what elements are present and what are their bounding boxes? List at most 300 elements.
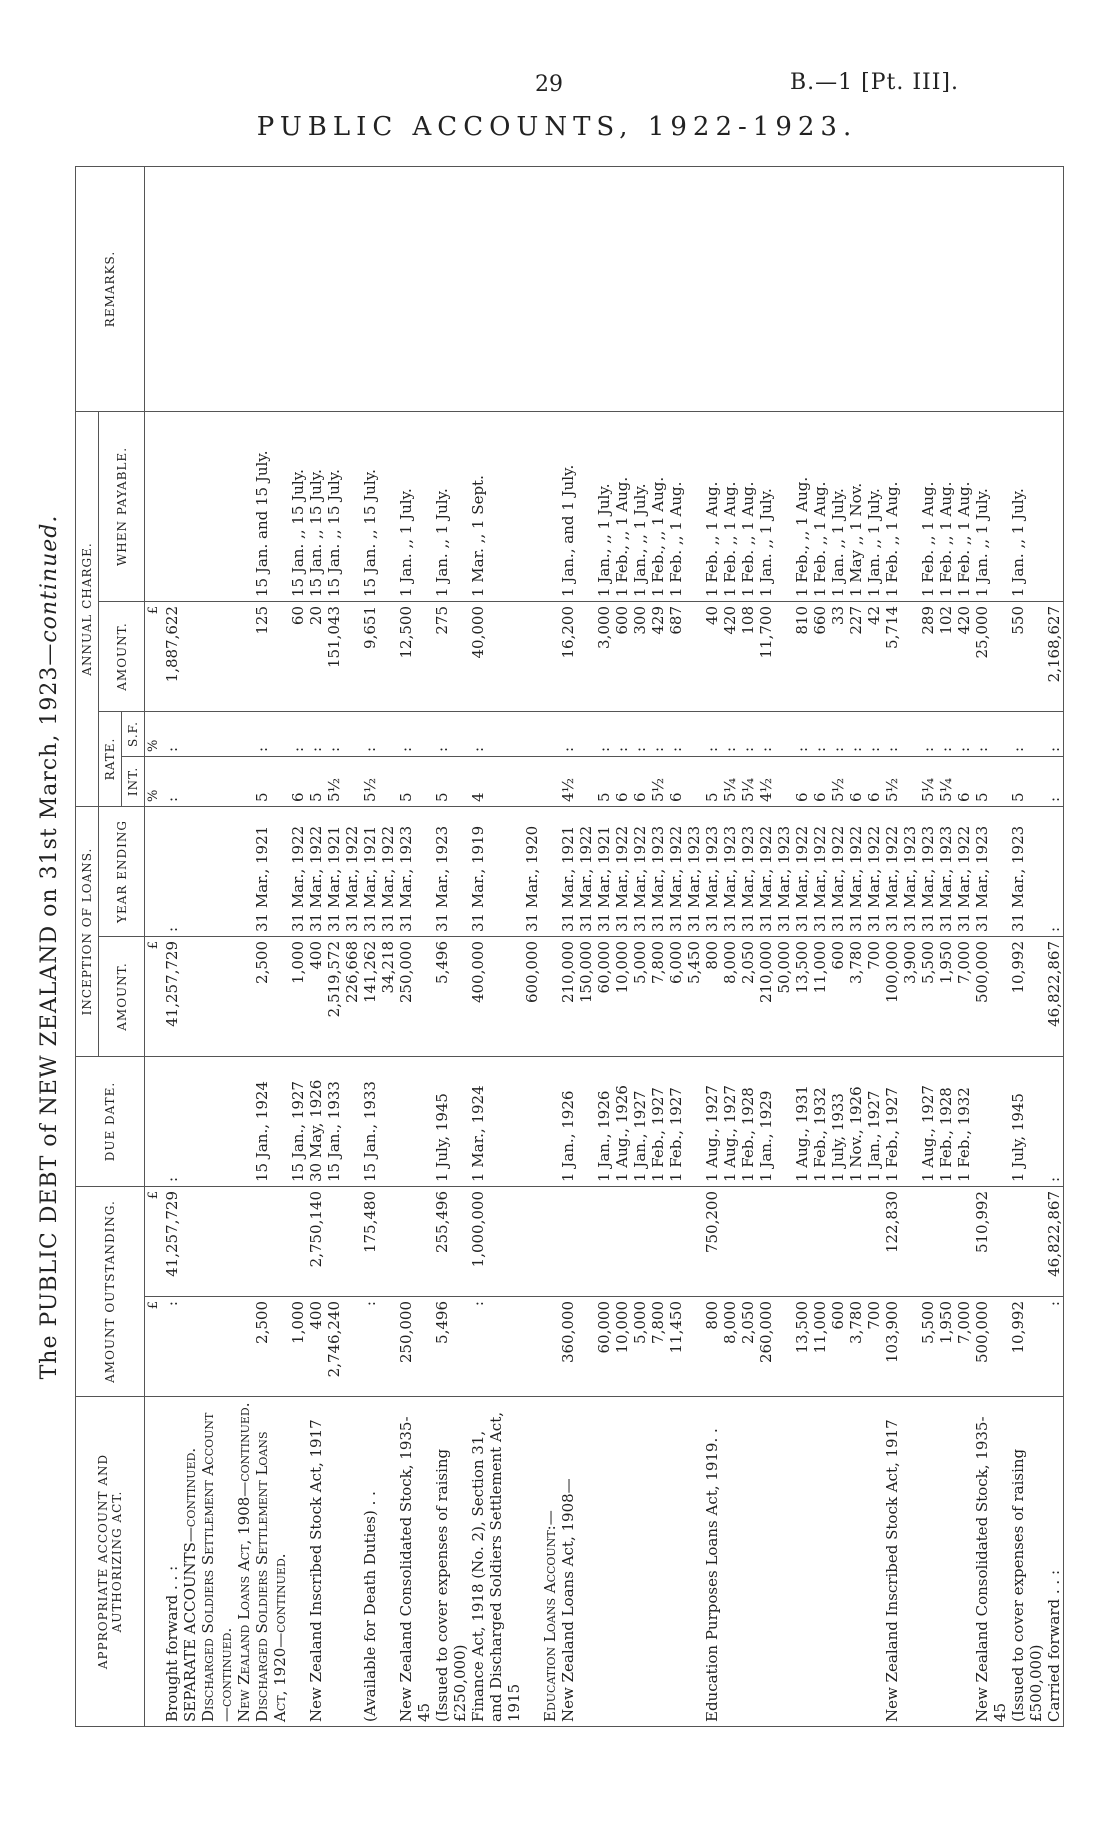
remarks-cell [307,167,325,412]
annual-amount-cell: 42 [865,602,883,712]
outstanding-total-cell [793,1187,811,1297]
rate-sf-cell [343,712,361,757]
public-debt-table [75,166,1064,1727]
outstanding-total-cell [937,1187,955,1297]
annual-amount-cell: 40,000 [469,602,523,712]
annual-amount-cell: 33 [829,602,847,712]
outstanding-total-cell [577,1187,595,1297]
table-row [343,167,361,1727]
inception-amount-cell: 7,000 [955,937,973,1057]
year-ending-cell: 31 Mar., 1922 [289,807,307,937]
col-header-annual-amount: AMOUNT. [99,602,145,712]
outstanding-total-cell [343,1187,361,1297]
due-date-cell [397,1057,433,1187]
table-row [667,167,685,1727]
remarks-cell [559,167,577,412]
remarks-cell [973,167,1009,412]
table-title-text: The PUBLIC DEBT of NEW ZEALAND on 31st March, 1923— [37,642,62,1380]
due-date-cell [235,1057,253,1187]
inception-amount-cell: 600 [829,937,847,1057]
inception-amount-cell: 1,000 [289,937,307,1057]
outstanding-total-cell: 41,257,729 [163,1187,181,1297]
rate-sf-cell: : [469,712,523,757]
outstanding-item-cell [523,1297,541,1397]
remarks-cell [667,167,685,412]
when-payable-cell: 15 Jan. and 15 July. [253,412,289,602]
remarks-cell [919,167,937,412]
rate-sf-cell: : [595,712,613,757]
year-ending-cell [541,807,559,937]
table-row [865,167,883,1727]
year-ending-cell: 31 Mar., 1921 [253,807,289,937]
table-row [793,167,811,1727]
table-row [289,167,307,1727]
inception-amount-cell: 11,000 [811,937,829,1057]
rate-sf-cell: : [739,712,757,757]
table-row [163,167,181,1727]
outstanding-total-cell [901,1187,919,1297]
outstanding-item-cell: 2,746,240 [325,1297,343,1397]
rate-int-cell [901,757,919,807]
remarks-cell [325,167,343,412]
outstanding-item-cell: 600 [829,1297,847,1397]
due-date-cell: 1 Feb., 1927 [883,1057,901,1187]
act-cell: New Zealand Consolidated Stock, 1935-45 [973,1397,1009,1727]
outstanding-total-cell [739,1187,757,1297]
year-ending-cell: 31 Mar., 1920 [523,807,541,937]
act-cell: New Zealand Loans Act, 1908—continued. [235,1397,253,1727]
outstanding-item-cell [685,1297,703,1397]
remarks-cell [1009,167,1045,412]
annual-amount-cell: 2,168,627 [1045,602,1064,712]
year-ending-cell: : [163,807,181,937]
year-ending-cell: 31 Mar., 1923 [685,807,703,937]
year-ending-cell: 31 Mar., 1922 [379,807,397,937]
remarks-cell [433,167,469,412]
act-cell: Brought forward . . : [163,1397,181,1727]
annual-amount-cell: 227 [847,602,865,712]
rate-sf-cell: : [361,712,379,757]
table-title [30,167,70,1727]
year-ending-cell: 31 Mar., 1923 [937,807,955,937]
due-date-cell: 1 Feb., 1927 [667,1057,685,1187]
remarks-cell [955,167,973,412]
table-row [1045,167,1064,1727]
when-payable-cell: 1 Mar. ,, 1 Sept. [469,412,523,602]
rate-sf-cell: : [1009,712,1045,757]
table-row [973,167,1009,1727]
due-date-cell: 1 Jan., 1927 [631,1057,649,1187]
due-date-cell: 1 Aug., 1927 [721,1057,739,1187]
due-date-cell: 1 Feb., 1927 [649,1057,667,1187]
inception-amount-cell: 7,800 [649,937,667,1057]
annual-amount-cell: 16,200 [559,602,577,712]
outstanding-item-cell [541,1297,559,1397]
rate-int-cell: 5¼ [739,757,757,807]
rate-int-cell: 6 [847,757,865,807]
when-payable-cell [577,412,595,602]
year-ending-cell: 31 Mar., 1923 [775,807,793,937]
remarks-cell [739,167,757,412]
due-date-cell: 1 July, 1945 [433,1057,469,1187]
year-ending-cell: 31 Mar., 1923 [721,807,739,937]
inception-amount-cell: 10,992 [1009,937,1045,1057]
due-date-cell: 1 Feb., 1932 [955,1057,973,1187]
annual-amount-cell: 300 [631,602,649,712]
annual-amount-cell: 40 [703,602,721,712]
rate-int-cell [775,757,793,807]
col-header-remarks: REMARKS. [76,167,145,412]
outstanding-total-cell: 2,750,140 [307,1187,325,1297]
table-row [1009,167,1045,1727]
inception-amount-cell: 46,822,867 [1045,937,1064,1057]
table-row [937,167,955,1727]
rate-int-cell: 5 [433,757,469,807]
year-ending-cell: 31 Mar., 1923 [1009,807,1045,937]
rate-int-cell: 6 [955,757,973,807]
act-cell [937,1397,955,1727]
year-ending-cell: 31 Mar., 1921 [595,807,613,937]
when-payable-cell [1045,412,1064,602]
page-title: PUBLIC ACCOUNTS, 1922-1923. [256,112,858,142]
rate-int-cell: 6 [667,757,685,807]
outstanding-total-cell [757,1187,775,1297]
act-cell: Discharged Soldiers Settlement Loans Act, 1920—continued. [253,1397,289,1727]
annual-amount-cell [181,602,199,712]
remarks-cell [469,167,523,412]
rate-int-cell: 6 [811,757,829,807]
outstanding-total-cell [775,1187,793,1297]
annual-amount-cell: 20 [307,602,325,712]
rate-sf-cell [541,712,559,757]
rate-sf-cell: : [559,712,577,757]
col-header-rate-sf: S.F. [122,712,145,757]
annual-amount-cell: 12,500 [397,602,433,712]
outstanding-item-cell: 10,000 [613,1297,631,1397]
inception-amount-cell: 10,000 [613,937,631,1057]
outstanding-item-cell: 700 [865,1297,883,1397]
outstanding-total-cell [559,1187,577,1297]
rate-int-cell: 5½ [325,757,343,807]
remarks-cell [397,167,433,412]
col-header-when-payable: WHEN PAYABLE. [99,412,145,602]
annual-amount-cell: 289 [919,602,937,712]
rate-sf-cell: : [613,712,631,757]
inception-amount-cell: 2,500 [253,937,289,1057]
act-cell [289,1397,307,1727]
rate-sf-cell: : [865,712,883,757]
remarks-cell [793,167,811,412]
table-row [919,167,937,1727]
act-cell: Education Purposes Loans Act, 1919. . [703,1397,721,1727]
due-date-cell: 1 Feb., 1928 [739,1057,757,1187]
unit-pound: £ [145,1297,164,1397]
remarks-cell [775,167,793,412]
when-payable-cell: 15 Jan. ,, 15 July. [361,412,379,602]
outstanding-total-cell [829,1187,847,1297]
outstanding-total-cell [379,1187,397,1297]
inception-amount-cell [181,937,199,1057]
table-row [541,167,559,1727]
due-date-cell: 1 Jan., 1929 [757,1057,775,1187]
outstanding-item-cell: 7,000 [955,1297,973,1397]
table-row [523,167,541,1727]
remarks-cell [883,167,901,412]
rotated-table-section [30,167,1063,1727]
year-ending-cell: 31 Mar., 1922 [793,807,811,937]
table-row [361,167,379,1727]
table-row [595,167,613,1727]
due-date-cell: 1 Aug., 1927 [703,1057,721,1187]
unit-pound: £ [145,602,164,712]
col-header-inception-amount: AMOUNT. [99,937,145,1057]
rate-int-cell: 5 [595,757,613,807]
year-ending-cell [181,807,199,937]
rate-int-cell [541,757,559,807]
due-date-cell: 1 Nov., 1926 [847,1057,865,1187]
page-header [0,0,1114,150]
rate-sf-cell: : [253,712,289,757]
outstanding-item-cell: 11,450 [667,1297,685,1397]
due-date-cell [973,1057,1009,1187]
rate-int-cell: : [163,757,181,807]
remarks-cell [577,167,595,412]
when-payable-cell: 1 Jan., ,, 1 July. [595,412,613,602]
due-date-cell: 15 Jan., 1927 [289,1057,307,1187]
annual-amount-cell [523,602,541,712]
outstanding-item-cell: 5,500 [919,1297,937,1397]
due-date-cell: 1 Jan., 1926 [559,1057,577,1187]
act-cell [865,1397,883,1727]
outstanding-total-cell [199,1187,235,1297]
rate-int-cell: 5 [253,757,289,807]
rate-sf-cell: : [847,712,865,757]
rate-sf-cell [577,712,595,757]
rate-sf-cell: : [703,712,721,757]
when-payable-cell: 15 Jan. ,, 15 July. [289,412,307,602]
act-cell [901,1397,919,1727]
outstanding-item-cell: 1,000 [289,1297,307,1397]
when-payable-cell: 1 Feb. ,, 1 Aug. [811,412,829,602]
rate-int-cell: 5½ [649,757,667,807]
when-payable-cell: 1 Jan., and 1 July. [559,412,577,602]
remarks-cell [937,167,955,412]
when-payable-cell: 1 Jan., ,, 1 July. [631,412,649,602]
rate-sf-cell: : [1045,712,1064,757]
annual-amount-cell: 420 [721,602,739,712]
rate-sf-cell: : [667,712,685,757]
year-ending-cell: 31 Mar., 1923 [703,807,721,937]
annual-amount-cell: 275 [433,602,469,712]
outstanding-total-cell [289,1187,307,1297]
due-date-cell [775,1057,793,1187]
inception-amount-cell: 41,257,729 [163,937,181,1057]
remarks-cell [631,167,649,412]
year-ending-cell: 31 Mar., 1923 [397,807,433,937]
outstanding-total-cell [397,1187,433,1297]
outstanding-item-cell: 8,000 [721,1297,739,1397]
when-payable-cell [163,412,181,602]
inception-amount-cell [235,937,253,1057]
outstanding-total-cell: 122,830 [883,1187,901,1297]
year-ending-cell: 31 Mar., 1922 [577,807,595,937]
due-date-cell [541,1057,559,1187]
rate-sf-cell [901,712,919,757]
rate-int-cell [199,757,235,807]
year-ending-cell: 31 Mar., 1923 [901,807,919,937]
annual-amount-cell: 9,651 [361,602,379,712]
due-date-cell [685,1057,703,1187]
table-row [703,167,721,1727]
annual-amount-cell [685,602,703,712]
annual-amount-cell: 60 [289,602,307,712]
annual-amount-cell: 3,000 [595,602,613,712]
due-date-cell: 1 Feb., 1932 [811,1057,829,1187]
rate-sf-cell: : [325,712,343,757]
table-row [613,167,631,1727]
act-cell [649,1397,667,1727]
inception-amount-cell: 5,450 [685,937,703,1057]
unit-pct: % [145,712,164,757]
act-cell [847,1397,865,1727]
rate-int-cell: 5¼ [721,757,739,807]
outstanding-item-cell: 103,900 [883,1297,901,1397]
year-ending-cell: 31 Mar., 1922 [847,807,865,937]
outstanding-item-cell: 10,992 [1009,1297,1045,1397]
rate-int-cell: 4½ [559,757,577,807]
inception-amount-cell: 5,496 [433,937,469,1057]
annual-amount-cell [577,602,595,712]
outstanding-item-cell: 2,050 [739,1297,757,1397]
unit-cell [145,412,164,602]
year-ending-cell: 31 Mar., 1922 [955,807,973,937]
unit-pct: % [145,757,164,807]
rate-int-cell: 4 [469,757,523,807]
inception-amount-cell: 210,000 [559,937,577,1057]
outstanding-item-cell: 260,000 [757,1297,775,1397]
when-payable-cell: 1 Jan. ,, 1 July. [973,412,1009,602]
when-payable-cell: 1 Jan. ,, 1 July. [1009,412,1045,602]
col-header-outstanding: AMOUNT OUTSTANDING. [76,1187,145,1397]
outstanding-item-cell [343,1297,361,1397]
due-date-cell [379,1057,397,1187]
remarks-cell [649,167,667,412]
due-date-cell: 1 Jan., 1926 [595,1057,613,1187]
rate-sf-cell: : [829,712,847,757]
act-cell [667,1397,685,1727]
act-cell [379,1397,397,1727]
when-payable-cell [199,412,235,602]
outstanding-total-cell [631,1187,649,1297]
outstanding-total-cell [649,1187,667,1297]
inception-amount-cell: 500,000 [973,937,1009,1057]
when-payable-cell: 1 Feb. ,, 1 Aug. [937,412,955,602]
table-title-suffix: continued. [37,514,62,643]
remarks-cell [703,167,721,412]
outstanding-total-cell [847,1187,865,1297]
rate-sf-cell [379,712,397,757]
year-ending-cell [199,807,235,937]
due-date-cell: 1 Aug., 1931 [793,1057,811,1187]
act-cell: New Zealand Consolidated Stock, 1935-45 [397,1397,433,1727]
year-ending-cell: 31 Mar., 1923 [649,807,667,937]
outstanding-total-cell [811,1187,829,1297]
when-payable-cell: 1 May ,, 1 Nov. [847,412,865,602]
when-payable-cell: 1 Jan. ,, 1 July. [433,412,469,602]
outstanding-item-cell [379,1297,397,1397]
act-cell: Finance Act, 1918 (No. 2), Section 31, and Discharged Soldiers Settlement Act, 1915 [469,1397,523,1727]
inception-amount-cell: 50,000 [775,937,793,1057]
table-row [199,167,235,1727]
when-payable-cell [343,412,361,602]
inception-amount-cell: 3,780 [847,937,865,1057]
outstanding-total-cell [667,1187,685,1297]
rate-sf-cell: : [973,712,1009,757]
year-ending-cell: 31 Mar., 1922 [307,807,325,937]
when-payable-cell: 15 Jan. ,, 15 July. [307,412,325,602]
outstanding-total-cell [919,1187,937,1297]
act-cell: Carried forward . . : [1045,1397,1064,1727]
inception-amount-cell: 250,000 [397,937,433,1057]
when-payable-cell: 15 Jan. ,, 15 July. [325,412,343,602]
remarks-cell [289,167,307,412]
act-cell: SEPARATE ACCOUNTS—continued. [181,1397,199,1727]
col-header-act: APPROPRIATE ACCOUNT AND AUTHORIZING ACT. [76,1397,145,1727]
when-payable-cell: 1 Feb., ,, 1 Aug. [649,412,667,602]
act-cell: (Issued to cover expenses of raising £250,000) [433,1397,469,1727]
when-payable-cell [181,412,199,602]
act-cell [577,1397,595,1727]
annual-amount-cell [775,602,793,712]
outstanding-total-cell: 510,992 [973,1187,1009,1297]
annual-amount-cell: 429 [649,602,667,712]
outstanding-item-cell: 250,000 [397,1297,433,1397]
outstanding-total-cell [235,1187,253,1297]
due-date-cell: 15 Jan., 1933 [325,1057,343,1187]
rate-sf-cell: : [793,712,811,757]
year-ending-cell: 31 Mar., 1923 [973,807,1009,937]
inception-amount-cell: 34,218 [379,937,397,1057]
table-row [631,167,649,1727]
act-cell: New Zealand Inscribed Stock Act, 1917 [883,1397,901,1727]
outstanding-total-cell [955,1187,973,1297]
act-cell: Discharged Soldiers Settlement Account—continued. [199,1397,235,1727]
due-date-cell [523,1057,541,1187]
inception-amount-cell: 1,950 [937,937,955,1057]
due-date-cell: 1 Mar., 1924 [469,1057,523,1187]
unit-pound: £ [145,937,164,1057]
rate-int-cell: 5 [1009,757,1045,807]
due-date-cell: 30 May, 1926 [307,1057,325,1187]
due-date-cell: : [163,1057,181,1187]
table-row [253,167,289,1727]
remarks-cell [253,167,289,412]
due-date-cell: 1 Feb., 1928 [937,1057,955,1187]
rate-int-cell: 6 [631,757,649,807]
rate-int-cell: : [1045,757,1064,807]
annual-amount-cell: 420 [955,602,973,712]
remarks-cell [523,167,541,412]
inception-amount-cell: 400 [307,937,325,1057]
when-payable-cell [685,412,703,602]
inception-amount-cell: 226,668 [343,937,361,1057]
inception-amount-cell: 5,000 [631,937,649,1057]
annual-amount-cell: 151,043 [325,602,343,712]
act-cell [757,1397,775,1727]
due-date-cell: 1 Jan., 1927 [865,1057,883,1187]
due-date-cell [577,1057,595,1187]
rate-int-cell: 5½ [829,757,847,807]
